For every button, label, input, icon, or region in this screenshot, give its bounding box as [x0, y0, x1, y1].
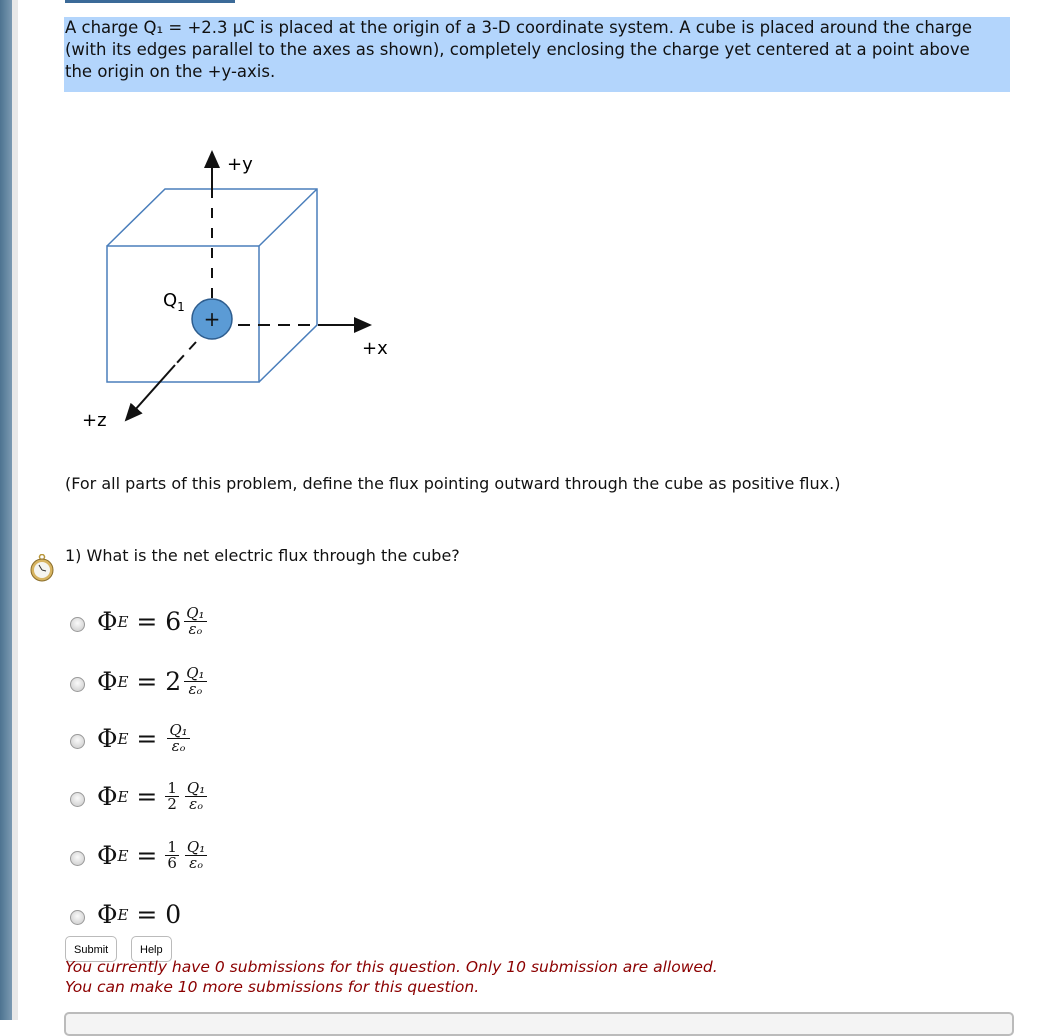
radio-button[interactable]: [70, 910, 85, 925]
radio-button[interactable]: [70, 617, 85, 632]
x-label: +x: [362, 338, 388, 359]
radio-button[interactable]: [70, 792, 85, 807]
intro-line: (with its edges parallel to the axes as shown), completely enclosing the charge yet centered at a point above: [65, 40, 970, 59]
intro-line: the origin on the +y-axis.: [65, 62, 276, 81]
radio-button[interactable]: [70, 851, 85, 866]
option-1[interactable]: Φ E = 6 $\frac{\text{Q₁}}{\text{εₒ}}$: [70, 606, 207, 637]
charge-label: $Q_1$: [163, 290, 185, 314]
intro-line: A charge Q₁ = +2.3 μC is placed at the origin of a 3-D coordinate system. A cube is placed around the charge: [65, 18, 973, 37]
option-6[interactable]: Φ E = 0: [70, 900, 181, 929]
help-button[interactable]: Help: [131, 936, 172, 962]
next-section-box: [64, 1012, 1014, 1036]
top-tab-bar: [65, 0, 235, 3]
question-text: 1) What is the net electric flux through the cube?: [65, 546, 460, 565]
z-label: +z: [82, 410, 107, 431]
option-2[interactable]: Φ E = 2 $\frac{\text{Q₁}}{\text{εₒ}}$: [70, 666, 207, 697]
option-5[interactable]: Φ E = $\frac{1}{6}$ $\frac{\text{Q₁}}{\text{εₒ}}$: [70, 840, 207, 871]
radio-button[interactable]: [70, 677, 85, 692]
option-3[interactable]: Φ E = $\frac{\text{Q₁}}{\text{εₒ}}$: [70, 723, 190, 754]
remaining-submissions-message: You can make 10 more submissions for this question.: [65, 978, 480, 996]
option-4[interactable]: Φ E = $\frac{1}{2}$ $\frac{\text{Q₁}}{\text{εₒ}}$: [70, 781, 207, 812]
charge-sign: +: [203, 307, 221, 331]
submission-count-message: You currently have 0 submissions for this question. Only 10 submission are allowed.: [65, 958, 718, 976]
submit-button[interactable]: Submit: [65, 936, 117, 962]
y-label: +y: [227, 154, 253, 175]
cube-diagram: [0, 130, 420, 440]
clock-icon: [29, 554, 55, 582]
flux-convention-note: (For all parts of this problem, define the flux pointing outward through the cube as positive flux.): [65, 474, 841, 493]
radio-button[interactable]: [70, 734, 85, 749]
z-axis: [126, 365, 175, 420]
problem-intro: [64, 17, 1010, 92]
